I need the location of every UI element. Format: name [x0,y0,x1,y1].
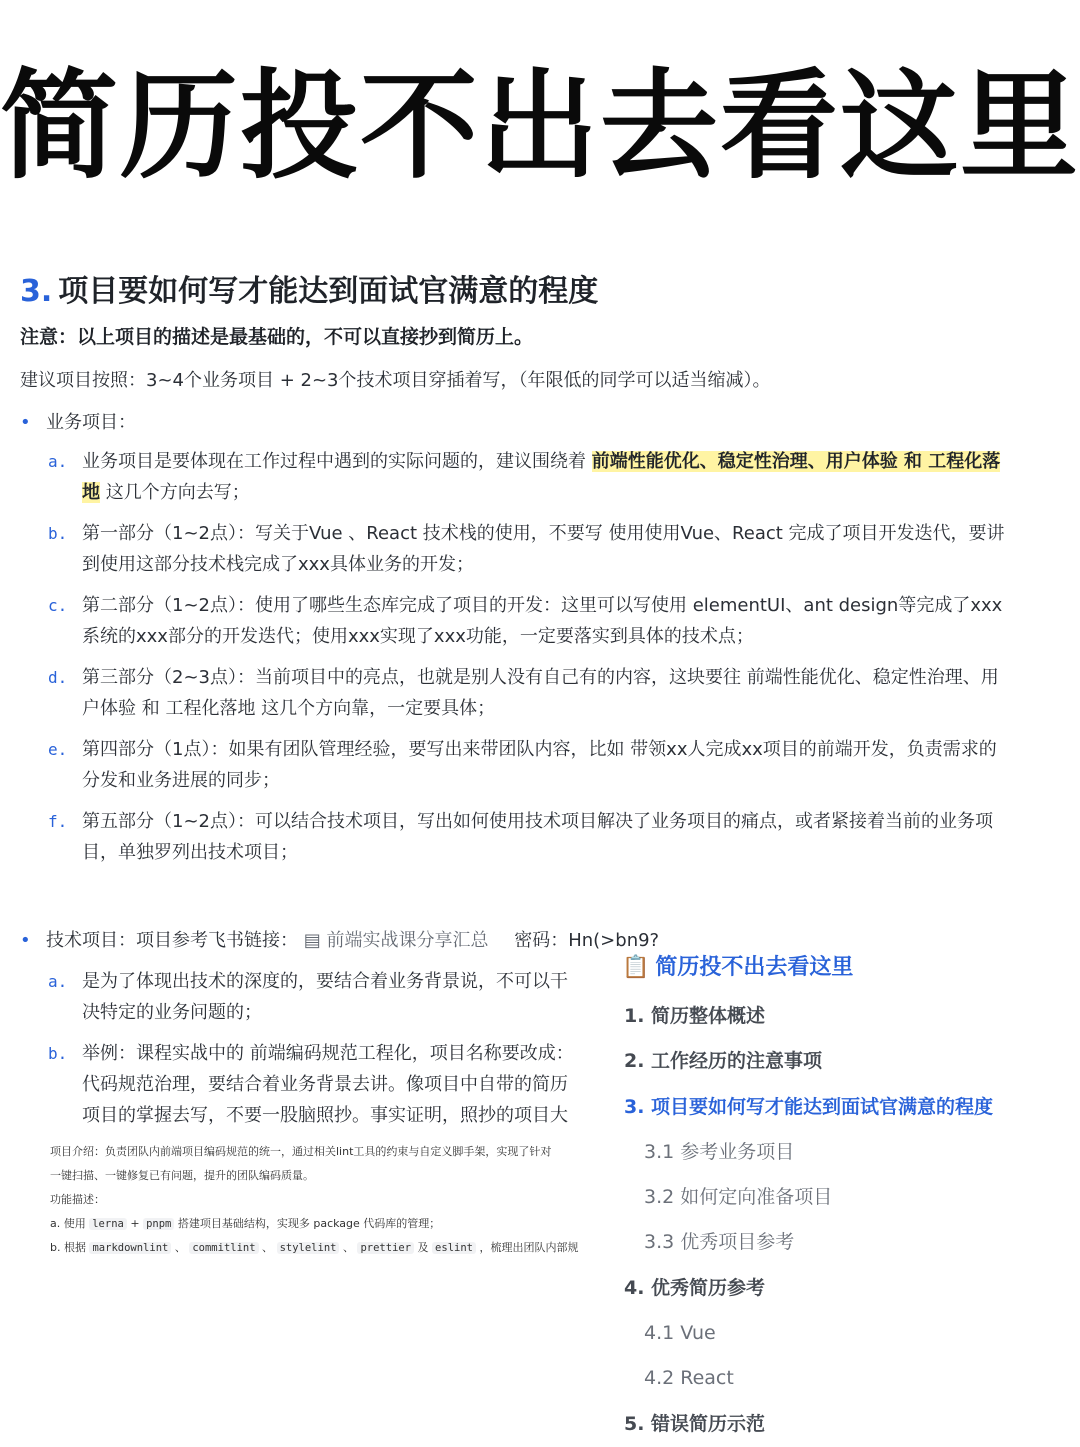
page-headline: 简历投不出去看这里 [0,57,1080,195]
snippet-text: 、 [339,1241,358,1254]
watermark [710,330,718,347]
item-text: 举例：课程实战中的 前端编码规范工程化，项目名称要改成： [82,1043,574,1064]
item-text: 决特定的业务问题的； [82,1002,262,1023]
list-marker: d. [48,668,68,687]
inline-code: lerna [89,1218,127,1230]
business-bullet [20,408,136,434]
snippet-intro-2: 一键扫描、一键修复已有问题，提升的团队编码质量。 [50,1169,314,1182]
list-item [48,1069,618,1100]
inline-code: commitlint [189,1242,258,1254]
snippet-text: 及 [414,1241,433,1254]
list-marker: b. [48,524,68,543]
toc-title[interactable] [622,950,1072,994]
snippet-intro: 项目介绍：负责团队内前端项目编码规范的统一，通过相关lint工具的约束与自定义脚手架，实现了针对 [50,1145,552,1158]
list-marker: e. [48,740,68,759]
tech-items [48,966,618,1141]
item-text-post: 这几个方向去写； [100,482,250,503]
inline-code: prettier [357,1242,414,1254]
toc-item-vue[interactable]: 4.1 Vue [644,1322,716,1345]
snippet-text: ，梳理出团队内部规 [475,1241,579,1254]
snippet-line-b [50,1236,612,1260]
suggestion-text: 建议项目按照：3~4个业务项目 + 2~3个技术项目穿插着写，（年限低的同学可以适当缩减）。 [20,370,771,391]
list-marker: a. [48,452,68,471]
list-marker: c. [48,596,68,615]
snippet-text: 搭建项目基础结构，实现多 package 代码库的管理； [174,1217,441,1230]
inline-code: eslint [432,1242,476,1254]
document-icon: ▤ [303,930,321,951]
list-item [48,1100,618,1131]
section-title-text: 项目要如何写才能达到面试官满意的程度 [58,274,599,309]
section-title [20,266,598,310]
list-item [48,590,1014,652]
bullet-dot-icon: • [20,412,31,433]
snippet-text: + [126,1217,144,1230]
business-label: 业务项目： [46,412,136,433]
toc-item-business-projects[interactable]: 3.1 参考业务项目 [644,1140,795,1163]
list-item [48,446,1014,508]
item-text-pre: 业务项目是要体现在工作过程中遇到的实际问题的，建议围绕着 [82,451,592,472]
item-text: 项目的掌握去写，不要一股脑照抄。事实证明，照抄的项目大 [82,1105,568,1126]
item-text: 第一部分（1~2点）：写关于Vue 、React 技术栈的使用，不要写 使用使用Vue、React 完成了项目开发迭代，要讲到使用这部分技术栈完成了xxx具体业务的开发； [82,523,1005,575]
toc-item-prepare-projects[interactable]: 3.2 如何定向准备项目 [644,1186,833,1209]
list-marker: f. [48,812,68,831]
table-of-contents [622,950,1072,1447]
password-text: 密码：Hn(>bn9? [514,930,660,951]
list-item [48,1038,618,1069]
inline-code: stylelint [277,1242,340,1254]
snippet-line-a [50,1212,612,1236]
item-text: 第四部分（1点）：如果有团队管理经验，要写出来带团队内容，比如 带领xx人完成xx项目的前端开发，负责需求的分发和业务进展的同步； [82,739,997,791]
list-item [48,806,1014,868]
business-items [48,446,1014,878]
list-item [48,662,1014,724]
note-text: 注意：以上项目的描述是最基础的，不可以直接抄到简历上。 [20,326,534,348]
snippet-text: a. 使用 [50,1217,90,1230]
clipboard-icon: 📋 [622,955,650,980]
embedded-resume-snippet [50,1140,612,1280]
highlight-text: 前端性能优化、稳定性治理、用户体验 和 工程化落地 [82,451,1001,503]
item-text: 第三部分（2~3点）：当前项目中的亮点，也就是别人没有自己有的内容，这块要往 前端性能优化、稳定性治理、用户体验 和 工程化落地 这几个方向靠，一定要具体； [82,667,999,719]
inline-code: markdownlint [89,1242,171,1254]
list-item [48,997,618,1028]
tech-label: 技术项目：项目参考飞书链接： [46,930,298,951]
list-item [48,734,1014,796]
list-marker: a. [48,972,68,991]
toc-item-resume-reference[interactable]: 4. 优秀简历参考 [624,1276,766,1299]
list-item [48,966,618,997]
section-number: 3. [20,274,53,309]
toc-title-text: 简历投不出去看这里 [655,955,854,980]
toc-item-bad-examples[interactable]: 5. 错误简历示范 [624,1412,766,1435]
list-marker: b. [48,1044,68,1063]
snippet-feature-label: 功能描述： [50,1193,105,1206]
toc-item-projects[interactable]: 3. 项目要如何写才能达到面试官满意的程度 [624,1095,994,1118]
snippet-text: 、 [258,1241,277,1254]
tech-bullet [20,926,659,952]
list-item [48,518,1014,580]
snippet-text: 、 [171,1241,190,1254]
toc-item-project-reference[interactable]: 3.3 优秀项目参考 [644,1231,795,1254]
toc-item-work-experience[interactable]: 2. 工作经历的注意事项 [624,1050,823,1073]
item-text: 第二部分（1~2点）：使用了哪些生态库完成了项目的开发：这里可以写使用 elementUI、ant design等完成了xxx系统的xxx部分的开发迭代；使用xxx实现了xxx功能，一定要落实到具体的技术点； [82,595,1003,647]
toc-item-react[interactable]: 4.2 React [644,1367,734,1390]
feishu-doc-link[interactable]: 前端实战课分享汇总 [326,930,489,951]
toc-item-overview[interactable]: 1. 简历整体概述 [624,1005,766,1027]
inline-code: pnpm [143,1218,174,1230]
item-text: 是为了体现出技术的深度的，要结合着业务背景说，不可以干 [82,971,568,992]
snippet-text: b. 根据 [50,1241,90,1254]
item-text: 代码规范治理，要结合着业务背景去讲。像项目中自带的简历 [82,1074,568,1095]
bullet-dot-icon: • [20,930,31,951]
item-text: 第五部分（1~2点）：可以结合技术项目，写出如何使用技术项目解决了业务项目的痛点，或者紧接着当前的业务项目，单独罗列出技术项目； [82,811,993,863]
